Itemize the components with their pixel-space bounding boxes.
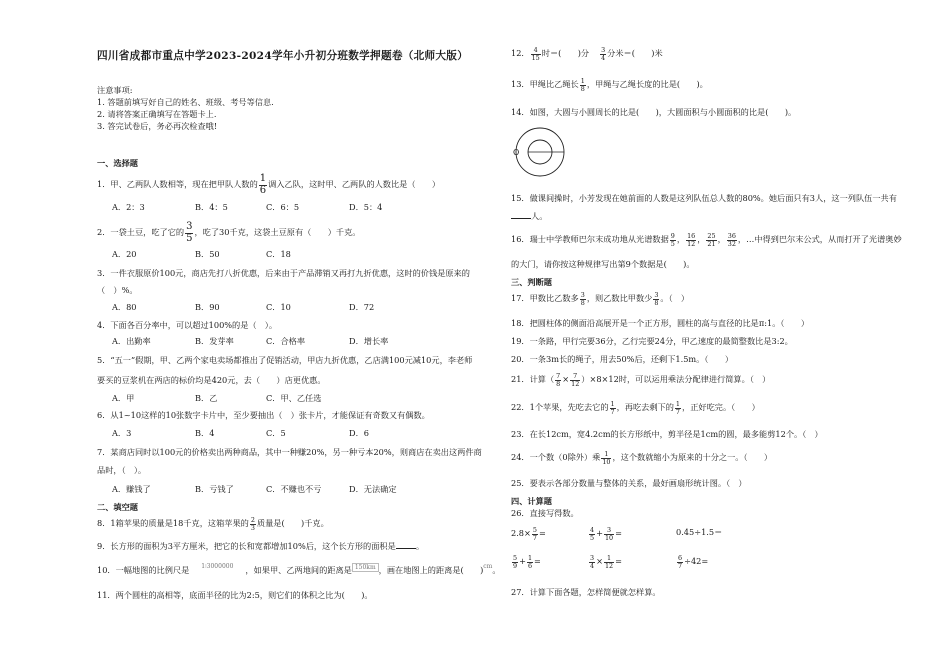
question-1: 1．甲、乙两队人数相等，现在把甲队人数的 $\frac{1}{6}$ 调入乙队，这时甲、乙两队的人数比是（ ） (97, 173, 441, 196)
page-title: 四川省成都市重点中学2023-2024学年小升初分班数学押题卷（北师大版） (97, 50, 469, 62)
section-heading: 三、判断题 (511, 277, 552, 287)
question-3-options (97, 302, 495, 314)
center-label: O (513, 148, 520, 157)
note-item: 2. 请将答案正确填写在答题卡上. (97, 109, 217, 119)
option[interactable]: D．72 (349, 302, 375, 312)
fraction: $\frac{1}{12}$ (604, 554, 614, 570)
calc-item: $\frac{5}{9}$ + $\frac{1}{6}$ = (513, 554, 541, 570)
fraction: $\frac{5}{7}$ (532, 526, 537, 542)
question-15-cont: 人。 (511, 211, 547, 221)
question-3: 3．一件衣服原价100元，商店先打八折优惠，后来由于产品滞销又再打九折优惠，这时的价钱是原来的 (97, 268, 470, 278)
question-21: 21．计算（ $\frac{7}{8}$ × $\frac{7}{12}$ ）×8×12时，可以运用乘法分配律进行简算。（ ） (511, 372, 771, 388)
option[interactable]: D．6 (349, 428, 369, 438)
question-13: 13．甲绳比乙绳长 $\frac{1}{8}$ ，甲绳与乙绳长度的比是( )。 (511, 77, 708, 93)
option[interactable]: B．50 (195, 249, 220, 259)
question-7-cont: 品时，（ ）。 (97, 465, 147, 475)
fraction: $\frac{36}{32}$ (727, 232, 736, 248)
question-11: 11．两个圆柱的高相等，底面半径的比为2:5，则它们的体积之比为( )。 (97, 590, 373, 600)
question-23: 23．在长12cm，宽4.2cm的长方形纸中，剪半径是1cm的圆，最多能剪12个。（ ） (511, 429, 823, 439)
question-22: 22．1个苹果，先吃去它的 $\frac{1}{7}$ ，再吃去剩下的 $\frac{1}{7}$ ，正好吃完。（ ） (511, 400, 760, 416)
option[interactable]: C．甲、乙任选 (266, 393, 322, 403)
option[interactable]: B．90 (195, 302, 220, 312)
fraction: $\frac{1}{10}$ (602, 450, 611, 466)
question-5: 5．“五一”假期，甲、乙两个家电卖场都推出了促销活动，甲店九折优惠，乙店满100元减10元，李老师 (97, 355, 473, 365)
question-3-cont: （ ）%。 (97, 285, 138, 295)
fraction: $\frac{6}{7}$ (678, 554, 683, 570)
option[interactable]: A．80 (112, 302, 137, 312)
notes-heading: 注意事项: (97, 85, 133, 95)
question-8: 8．1箱苹果的质量是18千克，这箱苹果的 $\frac{2}{3}$ 质量是( )千克。 (97, 516, 329, 532)
answer-blank[interactable] (511, 211, 531, 219)
option[interactable]: B．4：5 (195, 202, 228, 212)
calc-item: 0.45÷1.5＝ (676, 527, 723, 537)
question-16: 16．瑞士中学教师巴尔末成功地从光谱数据 $\frac{9}{5}$ ， $\frac{16}{12}$ ， $\frac{25}{21}$ ， $\frac{36}{32}$ ，…中得到巴尔末公式，从而打开了光谱奥妙 (511, 232, 902, 248)
fraction: $\frac{9}{5}$ (670, 232, 675, 248)
question-16-cont: 的大门，请你按这种规律写出第9个数据是( )。 (511, 259, 695, 269)
question-6: 6．从1~10这样的10张数字卡片中，至少要抽出（ ）张卡片，才能保证有奇数又有偶数。 (97, 410, 430, 420)
question-24: 24．一个数（0除外）乘 $\frac{1}{10}$ ，这个数就缩小为原来的十分之一。（ ） (511, 450, 773, 466)
question-14: 14．如图，大圆与小圆周长的比是( )，大圆面积与小圆面积的比是( )。 (511, 107, 797, 117)
circles-figure (511, 121, 571, 181)
option[interactable]: B．4 (195, 428, 215, 438)
note-item: 1. 答题前填写好自己的姓名、班级、考号等信息. (97, 97, 274, 107)
question-5-options (97, 393, 495, 405)
question-18: 18．把圆柱体的侧面沿高展开是一个正方形，圆柱的高与直径的比是π:1。（ ） (511, 318, 810, 328)
question-19: 19．一条路，甲行完要36分，乙行完要24分，甲乙速度的最简整数比是3:2。 (511, 336, 793, 346)
fraction: $\frac{3}{4}$ (601, 46, 606, 62)
question-2-options (97, 249, 495, 261)
question-7-options (97, 484, 495, 496)
section-heading: 四、计算题 (511, 496, 552, 506)
fraction: $\frac{1}{6}$ (259, 173, 267, 196)
calc-item: $\frac{4}{5}$ + $\frac{3}{10}$ = (590, 526, 622, 542)
distance-label: 150km (352, 563, 379, 572)
circles-diagram (511, 121, 571, 181)
unit-label: cm (483, 563, 493, 570)
question-10: 10．一幅地图的比例尺是 $^{1∶3000000}$ ，如果甲、乙两地间的距离是 $^{150km}$ ，画在地图上的距离是( )$^{cm}$。 (97, 563, 501, 575)
fraction: $\frac{25}{21}$ (707, 232, 716, 248)
option[interactable]: D．无法确定 (349, 484, 397, 494)
fraction: $\frac{3}{4}$ (590, 554, 595, 570)
option[interactable]: A．2：3 (112, 202, 145, 212)
note-item: 3. 答完试卷后，务必再次检查哦! (97, 121, 218, 131)
calc-item: $\frac{3}{4}$ × $\frac{1}{12}$ = (590, 554, 622, 570)
fraction: $\frac{3}{10}$ (604, 526, 614, 542)
option[interactable]: A．3 (112, 428, 132, 438)
option[interactable]: C．5 (266, 428, 286, 438)
option[interactable]: C．6：5 (266, 202, 300, 212)
question-27: 27．计算下面各题，怎样简便就怎样算。 (511, 587, 661, 597)
fraction: $\frac{5}{9}$ (513, 554, 518, 570)
question-4-options (97, 336, 495, 348)
option[interactable]: C．18 (266, 249, 291, 259)
fraction: $\frac{7}{8}$ (556, 372, 561, 388)
question-4: 4．下面各百分率中，可以超过100%的是（ ）。 (97, 320, 278, 330)
calc-item: $\frac{6}{7}$ ÷42= (678, 554, 709, 570)
fraction: $\frac{2}{3}$ (250, 516, 255, 532)
fraction: $\frac{16}{12}$ (687, 232, 696, 248)
question-6-options (97, 428, 495, 440)
question-17: 17．甲数比乙数多 $\frac{3}{8}$ ，则乙数比甲数少 $\frac{3}{8}$ 。（ ） (511, 291, 690, 307)
calc-row (511, 527, 911, 547)
fraction: $\frac{3}{5}$ (186, 221, 193, 244)
question-7: 7．某商店同时以100元的价格卖出两种商品，其中一种赚20%，另一种亏本20%，则商店在卖出这两件商 (97, 447, 482, 457)
question-26: 26．直接写得数。 (511, 508, 579, 518)
question-5-cont: 要买的豆浆机在两店的标价均是420元，去（ ）店更优惠。 (97, 375, 326, 385)
fraction: $\frac{1}{6}$ (527, 554, 533, 570)
question-20: 20．一条3m长的绳子，用去50%后，还剩下1.5m。（ ） (511, 354, 734, 364)
option[interactable]: B．发芽率 (195, 336, 234, 346)
option[interactable]: D．5：4 (349, 202, 383, 212)
option[interactable]: A．甲 (112, 393, 135, 403)
option[interactable]: C．不赚也不亏 (266, 484, 322, 494)
question-1-options (97, 202, 495, 214)
question-9: 9．长方形的面积为3平方厘米，把它的长和宽都增加10%后，这个长方形的面积是 。 (97, 541, 425, 551)
option[interactable]: D．增长率 (349, 336, 389, 346)
option[interactable]: A．20 (112, 249, 137, 259)
fraction: $\frac{4}{5}$ (590, 526, 595, 542)
question-2: 2．一袋土豆，吃了它的 $\frac{3}{5}$ ，吃了30千克，这袋土豆原有（ ）千克。 (97, 221, 361, 244)
fraction: $\frac{4}{15}$ (531, 46, 540, 62)
option[interactable]: A．出勤率 (112, 336, 151, 346)
calc-item: 2.8× $\frac{5}{7}$ = (511, 526, 546, 542)
option[interactable]: C．合格率 (266, 336, 306, 346)
fraction: $\frac{7}{12}$ (571, 372, 580, 388)
option[interactable]: A．赚钱了 (112, 484, 151, 494)
question-12: 12． $\frac{4}{15}$ 时＝( )分 $\frac{3}{4}$ 分米＝( )米 (511, 46, 663, 62)
section-heading: 一、选择题 (97, 158, 138, 168)
option[interactable]: B．亏钱了 (195, 484, 234, 494)
fraction: $\frac{3}{8}$ (654, 291, 659, 307)
fraction: $\frac{1}{8}$ (580, 77, 585, 93)
section-heading: 二、填空题 (97, 502, 138, 512)
scale-label: 1∶3000000 (201, 563, 234, 570)
option[interactable]: B．乙 (195, 393, 218, 403)
calc-row (511, 555, 911, 575)
fraction: $\frac{1}{7}$ (675, 400, 680, 416)
fraction: $\frac{3}{8}$ (580, 291, 585, 307)
answer-blank[interactable] (396, 541, 416, 549)
option[interactable]: C．10 (266, 302, 291, 312)
question-15: 15．做课间操时，小芳发现在她前面的人数是这列队伍总人数的80%。她后面只有3人，这一列队伍一共有 (511, 193, 897, 203)
question-25: 25．要表示各部分数量与整体的关系，最好画扇形统计图。（ ） (511, 478, 747, 488)
fraction: $\frac{1}{7}$ (610, 400, 615, 416)
